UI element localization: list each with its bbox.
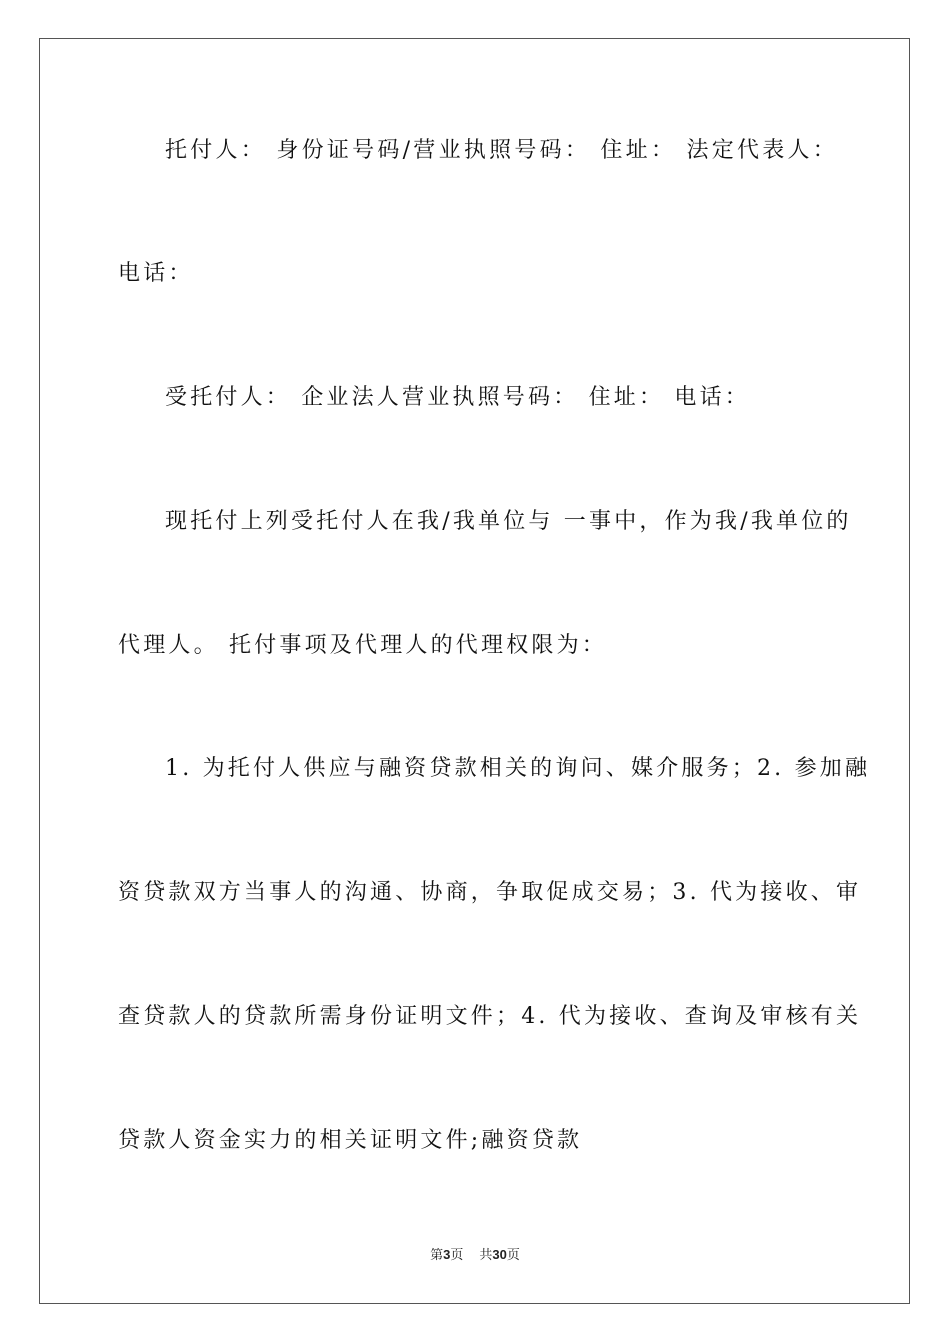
footer-page-number: 3 <box>443 1247 451 1262</box>
paragraph-line: 资贷款双方当事人的沟通、协商，争取促成交易；3. 代为接收、审 <box>118 880 862 905</box>
footer-total-pages: 30 <box>492 1247 507 1262</box>
footer-page-prefix: 第 <box>430 1248 444 1263</box>
footer-total-prefix: 共 <box>479 1248 493 1263</box>
paragraph-line: 现托付上列受托付人在我/我单位与 一事中，作为我/我单位的 <box>165 509 852 534</box>
paragraph-line: 代理人。 托付事项及代理人的代理权限为： <box>118 633 607 658</box>
paragraph-line: 查贷款人的贷款所需身份证明文件；4. 代为接收、查询及审核有关 <box>118 1004 862 1029</box>
paragraph-line: 1. 为托付人供应与融资贷款相关的询问、媒介服务；2. 参加融 <box>165 756 871 781</box>
principal-info-line: 托付人： 身份证号码/营业执照号码： 住址： 法定代表人： <box>165 138 838 163</box>
principal-phone-line: 电话： <box>118 261 194 286</box>
page-border <box>39 38 910 1304</box>
paragraph-line: 贷款人资金实力的相关证明文件;融资贷款 <box>118 1128 583 1153</box>
footer-total-unit: 页 <box>506 1248 520 1263</box>
page-footer <box>0 1246 950 1265</box>
footer-page-unit: 页 <box>450 1248 464 1263</box>
agent-info-line: 受托付人： 企业法人营业执照号码： 住址： 电话： <box>165 385 750 410</box>
